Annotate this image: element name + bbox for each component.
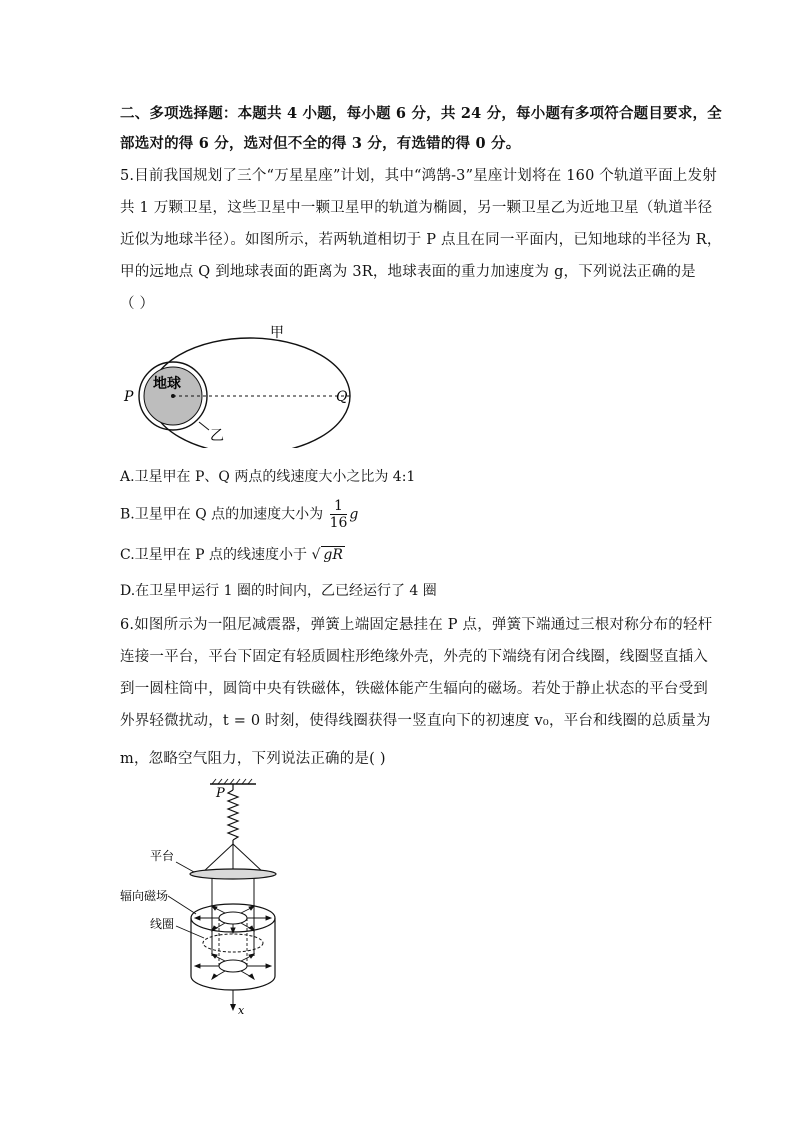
label-earth: 地球 — [153, 376, 181, 392]
q6-text-line-1: 6.如图所示为一阻尼减震器，弹簧上端固定悬挂在 P 点，弹簧下端通过三根对称分布的轻杆 — [120, 617, 713, 633]
label-coil: 线圈 — [150, 917, 175, 931]
q5-option-b-text: B.卫星甲在 Q 点的加速度大小为 — [120, 506, 324, 523]
q5-text-line-4: 甲的远地点 Q 到地球表面的距离为 3R，地球表面的重力加速度为 g，下列说法正确的是 — [120, 264, 696, 280]
label-radial-field: 辐向磁场 — [120, 889, 169, 903]
q6-text-line-2: 连接一平台，平台下固定有轻质圆柱形绝缘外壳，外壳的下端绕有闭合线圈，线圈竖直插入 — [120, 649, 708, 665]
q5-option-a: A.卫星甲在 P、Q 两点的线速度大小之比为 4:1 — [120, 469, 416, 485]
q5-option-b-g: g — [349, 506, 359, 523]
q5-text-line-1: 5.目前我国规划了三个“万星星座”计划，其中“鸿鹄-3”星座计划将在 160 个轨道平面上发射 — [120, 168, 717, 184]
q5-orbit-figure — [115, 318, 355, 448]
q6-text-line-4: 外界轻微扰动，t = 0 时刻，使得线圈获得一竖直向下的初速度 v₀，平台和线圈的总质量为 — [120, 713, 711, 729]
q6-text-line-3: 到一圆柱筒中，圆筒中央有铁磁体，铁磁体能产生辐向的磁场。若处于静止状态的平台受到 — [120, 681, 708, 697]
fraction-denominator: 16 — [329, 515, 348, 531]
section-header-line-2: 部选对的得 6 分，选对但不全的得 3 分，有选错的得 0 分。 — [120, 135, 521, 152]
platform — [190, 869, 276, 879]
earth-center-dot — [171, 394, 175, 398]
q5-option-c — [120, 544, 345, 564]
q5-option-c-sqrt: gR — [323, 547, 343, 563]
label-jia: 甲 — [270, 325, 284, 341]
q5-text-line-2: 共 1 万颗卫星，这些卫星中一颗卫星甲的轨道为椭圆，另一颗卫星乙为近地卫星（轨道半径 — [120, 200, 713, 216]
cylinder-bottom — [191, 976, 275, 990]
label-Q: Q — [336, 389, 348, 405]
fraction — [330, 498, 348, 531]
q5-option-d: D.在卫星甲运行 1 圈的时间内，乙已经运行了 4 圈 — [120, 583, 437, 599]
label-x: x — [238, 1004, 245, 1017]
q5-text-line-5: （ ） — [120, 296, 155, 312]
section-header-line-1: 二、多项选择题：本题共 4 小题，每小题 6 分，共 24 分，每小题有多项符合题目要求，全 — [120, 105, 722, 122]
ceiling-hatch — [212, 779, 252, 784]
q6-damper-figure — [118, 778, 308, 1018]
label-platform: 平台 — [150, 849, 175, 863]
label-yi: 乙 — [210, 428, 224, 444]
sqrt-icon: √ — [311, 547, 321, 563]
label-P: P — [216, 786, 225, 801]
q5-option-b — [120, 498, 358, 531]
spring-icon — [228, 790, 238, 840]
q5-option-c-text: C.卫星甲在 P 点的线速度小于 — [120, 547, 307, 563]
yi-leader-line — [199, 422, 209, 430]
radial-field-arrows-bottom — [195, 954, 271, 979]
q6-text-line-5: m，忽略空气阻力，下列说法正确的是( ) — [120, 751, 386, 767]
fraction-numerator: 1 — [330, 498, 348, 515]
q5-text-line-3: 近似为地球半径）。如图所示，若两轨道相切于 P 点且在同一平面内，已知地球的半径为 R， — [120, 232, 722, 248]
label-P: P — [124, 389, 134, 405]
